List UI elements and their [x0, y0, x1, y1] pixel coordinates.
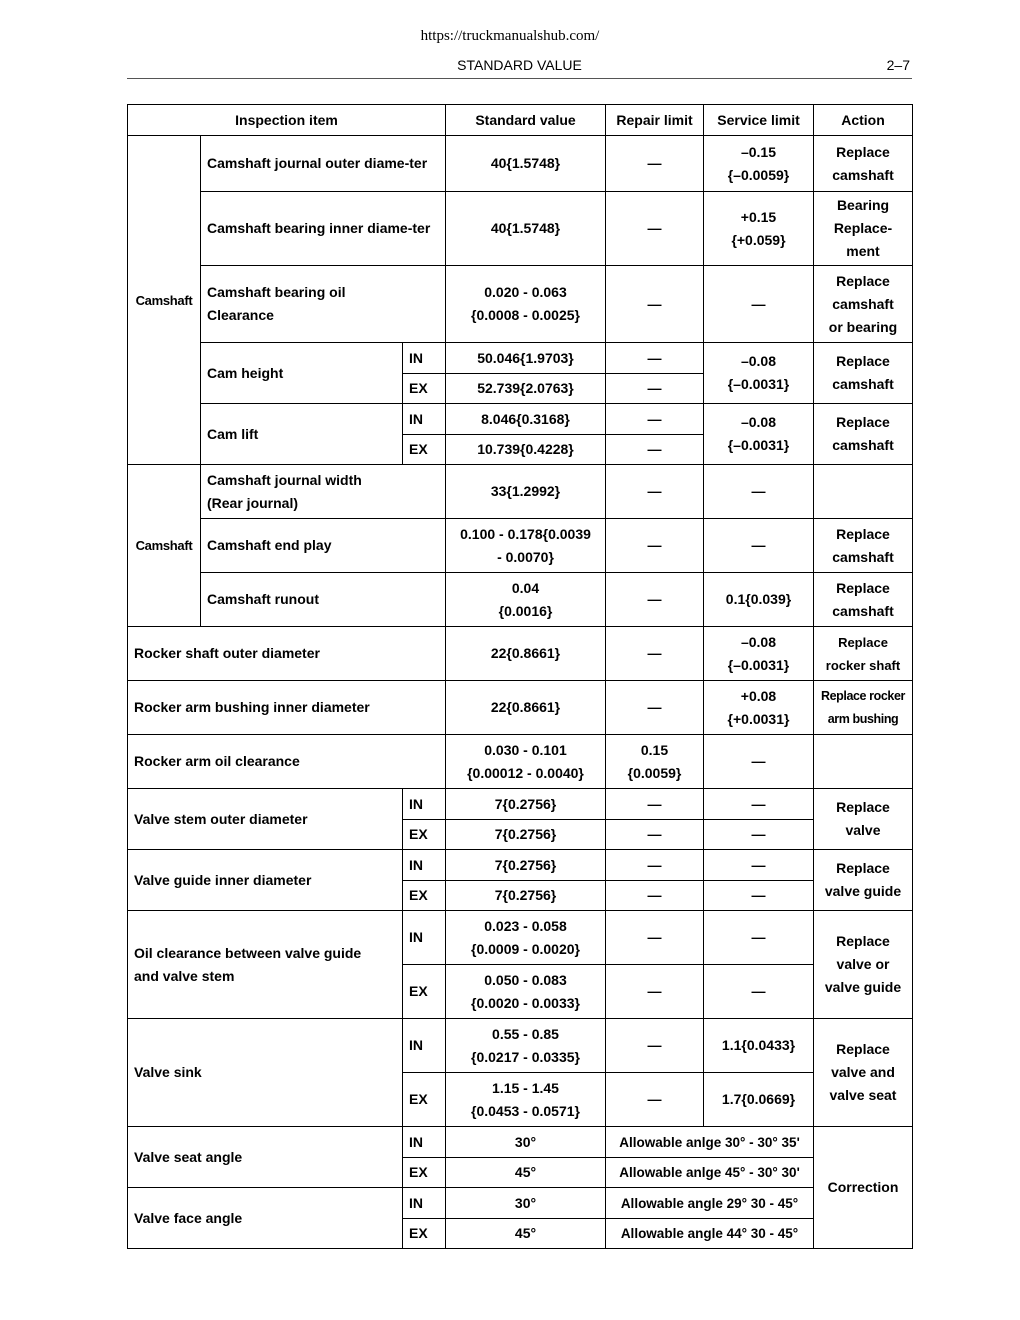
- col-header-service: Service limit: [704, 105, 814, 136]
- service-limit: 1.1{0.0433}: [704, 1019, 814, 1073]
- standard-value: 0.030 - 0.101 {0.00012 - 0.0040}: [446, 735, 606, 789]
- standard-value: 22{0.8661}: [446, 681, 606, 735]
- repair-limit: —: [606, 881, 704, 911]
- standard-value: 7{0.2756}: [446, 820, 606, 850]
- page-header: [127, 56, 912, 79]
- item-label: Oil clearance between valve guide and valve stem: [128, 911, 403, 1019]
- service-limit: —: [704, 881, 814, 911]
- action: Replace rocker shaft: [814, 627, 913, 681]
- table-row: [128, 1188, 913, 1219]
- ex-label: EX: [403, 435, 446, 465]
- in-label: IN: [403, 1188, 446, 1219]
- standard-value-table: [127, 104, 913, 1249]
- standard-value: 0.55 - 0.85 {0.0217 - 0.0335}: [446, 1019, 606, 1073]
- table-row: [128, 343, 913, 374]
- item-label: Cam height: [201, 343, 403, 404]
- service-limit: 0.1{0.039}: [704, 573, 814, 627]
- action: Replace camshaft or bearing: [814, 266, 913, 343]
- table-row: [128, 465, 913, 519]
- repair-limit: —: [606, 911, 704, 965]
- service-limit: —: [704, 820, 814, 850]
- item-label: Cam lift: [201, 404, 403, 465]
- standard-value: 40{1.5748}: [446, 136, 606, 192]
- standard-value: 0.100 - 0.178{0.0039 - 0.0070}: [446, 519, 606, 573]
- action: [814, 465, 913, 519]
- ex-label: EX: [403, 820, 446, 850]
- repair-limit: —: [606, 136, 704, 192]
- table-row: [128, 627, 913, 681]
- action: Replace valve or valve guide: [814, 911, 913, 1019]
- standard-value: 0.050 - 0.083 {0.0020 - 0.0033}: [446, 965, 606, 1019]
- standard-value: 30°: [446, 1188, 606, 1219]
- service-limit: —: [704, 519, 814, 573]
- table-row: [128, 266, 913, 343]
- service-limit: —: [704, 266, 814, 343]
- repair-limit: —: [606, 465, 704, 519]
- repair-limit: —: [606, 789, 704, 820]
- table-header-row: [128, 105, 913, 136]
- standard-value: 0.04 {0.0016}: [446, 573, 606, 627]
- item-label: Camshaft journal width (Rear journal): [201, 465, 446, 519]
- in-label: IN: [403, 1019, 446, 1073]
- ex-label: EX: [403, 1219, 446, 1249]
- repair-limit: —: [606, 627, 704, 681]
- table-row: [128, 192, 913, 266]
- in-label: IN: [403, 850, 446, 881]
- item-label: Valve sink: [128, 1019, 403, 1127]
- item-label: Camshaft end play: [201, 519, 446, 573]
- service-limit: +0.08 {+0.0031}: [704, 681, 814, 735]
- standard-value: 7{0.2756}: [446, 881, 606, 911]
- repair-limit: —: [606, 519, 704, 573]
- repair-limit: —: [606, 404, 704, 435]
- service-limit: —: [704, 965, 814, 1019]
- group-label: Camshaft: [128, 136, 201, 465]
- item-label: Valve guide inner diameter: [128, 850, 403, 911]
- action: Replace camshaft: [814, 519, 913, 573]
- action: Replace camshaft: [814, 343, 913, 404]
- col-header-standard: Standard value: [446, 105, 606, 136]
- group-label: Camshaft: [128, 465, 201, 627]
- service-limit: —: [704, 789, 814, 820]
- standard-value: 33{1.2992}: [446, 465, 606, 519]
- standard-value: 50.046{1.9703}: [446, 343, 606, 374]
- source-url[interactable]: https://truckmanualshub.com/: [420, 28, 600, 44]
- standard-value: 10.739{0.4228}: [446, 435, 606, 465]
- standard-value: 8.046{0.3168}: [446, 404, 606, 435]
- item-label: Camshaft bearing inner diame-ter: [201, 192, 446, 266]
- service-limit: —: [704, 465, 814, 519]
- standard-value: 7{0.2756}: [446, 789, 606, 820]
- in-label: IN: [403, 343, 446, 374]
- repair-limit: —: [606, 1073, 704, 1127]
- service-limit: —: [704, 850, 814, 881]
- table-row: [128, 1127, 913, 1158]
- allowable-angle: Allowable angle 29° 30 - 45°: [606, 1188, 814, 1219]
- action: Replace valve: [814, 789, 913, 850]
- item-label: Camshaft bearing oil Clearance: [201, 266, 446, 343]
- table-row: [128, 789, 913, 820]
- service-limit: –0.08 {–0.0031}: [704, 343, 814, 404]
- repair-limit: —: [606, 1019, 704, 1073]
- action: Bearing Replace- ment: [814, 192, 913, 266]
- standard-value: 45°: [446, 1158, 606, 1188]
- standard-value: 40{1.5748}: [446, 192, 606, 266]
- item-label: Rocker shaft outer diameter: [128, 627, 446, 681]
- standard-value: 1.15 - 1.45 {0.0453 - 0.0571}: [446, 1073, 606, 1127]
- table-row: [128, 404, 913, 435]
- ex-label: EX: [403, 965, 446, 1019]
- standard-value: 0.023 - 0.058 {0.0009 - 0.0020}: [446, 911, 606, 965]
- in-label: IN: [403, 404, 446, 435]
- service-limit: –0.08 {–0.0031}: [704, 627, 814, 681]
- in-label: IN: [403, 1127, 446, 1158]
- col-header-action: Action: [814, 105, 913, 136]
- table-row: [128, 911, 913, 965]
- table-row: [128, 519, 913, 573]
- action: Replace rocker arm bushing: [814, 681, 913, 735]
- table-row: [128, 573, 913, 627]
- page-title: STANDARD VALUE: [457, 57, 582, 73]
- service-limit: –0.08 {–0.0031}: [704, 404, 814, 465]
- standard-value: 52.739{2.0763}: [446, 374, 606, 404]
- repair-limit: —: [606, 573, 704, 627]
- item-label: Camshaft journal outer diame-ter: [201, 136, 446, 192]
- ex-label: EX: [403, 1073, 446, 1127]
- ex-label: EX: [403, 374, 446, 404]
- standard-value: 7{0.2756}: [446, 850, 606, 881]
- in-label: IN: [403, 789, 446, 820]
- action: Replace valve guide: [814, 850, 913, 911]
- allowable-angle: Allowable anlge 30° - 30° 35': [606, 1127, 814, 1158]
- allowable-angle: Allowable anlge 45° - 30° 30': [606, 1158, 814, 1188]
- ex-label: EX: [403, 881, 446, 911]
- item-label: Rocker arm oil clearance: [128, 735, 446, 789]
- repair-limit: —: [606, 965, 704, 1019]
- item-label: Valve seat angle: [128, 1127, 403, 1188]
- repair-limit: —: [606, 192, 704, 266]
- table-row: [128, 681, 913, 735]
- action: Replace camshaft: [814, 136, 913, 192]
- table-row: [128, 735, 913, 789]
- repair-limit: —: [606, 820, 704, 850]
- standard-value: 45°: [446, 1219, 606, 1249]
- service-limit: –0.15 {–0.0059}: [704, 136, 814, 192]
- action: Replace valve and valve seat: [814, 1019, 913, 1127]
- table-row: [128, 1019, 913, 1073]
- repair-limit: —: [606, 266, 704, 343]
- item-label: Valve face angle: [128, 1188, 403, 1249]
- action: [814, 735, 913, 789]
- repair-limit: 0.15 {0.0059}: [606, 735, 704, 789]
- table-row: [128, 136, 913, 192]
- repair-limit: —: [606, 435, 704, 465]
- item-label: Camshaft runout: [201, 573, 446, 627]
- table-row: [128, 850, 913, 881]
- repair-limit: —: [606, 374, 704, 404]
- col-header-item: Inspection item: [128, 105, 446, 136]
- repair-limit: —: [606, 850, 704, 881]
- standard-value: 22{0.8661}: [446, 627, 606, 681]
- action: Correction: [814, 1127, 913, 1249]
- service-limit: 1.7{0.0669}: [704, 1073, 814, 1127]
- service-limit: +0.15 {+0.059}: [704, 192, 814, 266]
- standard-value: 30°: [446, 1127, 606, 1158]
- repair-limit: —: [606, 343, 704, 374]
- service-limit: —: [704, 735, 814, 789]
- page-number: 2–7: [886, 57, 910, 73]
- action: Replace camshaft: [814, 573, 913, 627]
- ex-label: EX: [403, 1158, 446, 1188]
- col-header-repair: Repair limit: [606, 105, 704, 136]
- repair-limit: —: [606, 681, 704, 735]
- allowable-angle: Allowable angle 44° 30 - 45°: [606, 1219, 814, 1249]
- item-label: Rocker arm bushing inner diameter: [128, 681, 446, 735]
- item-label: Valve stem outer diameter: [128, 789, 403, 850]
- action: Replace camshaft: [814, 404, 913, 465]
- standard-value: 0.020 - 0.063 {0.0008 - 0.0025}: [446, 266, 606, 343]
- in-label: IN: [403, 911, 446, 965]
- service-limit: —: [704, 911, 814, 965]
